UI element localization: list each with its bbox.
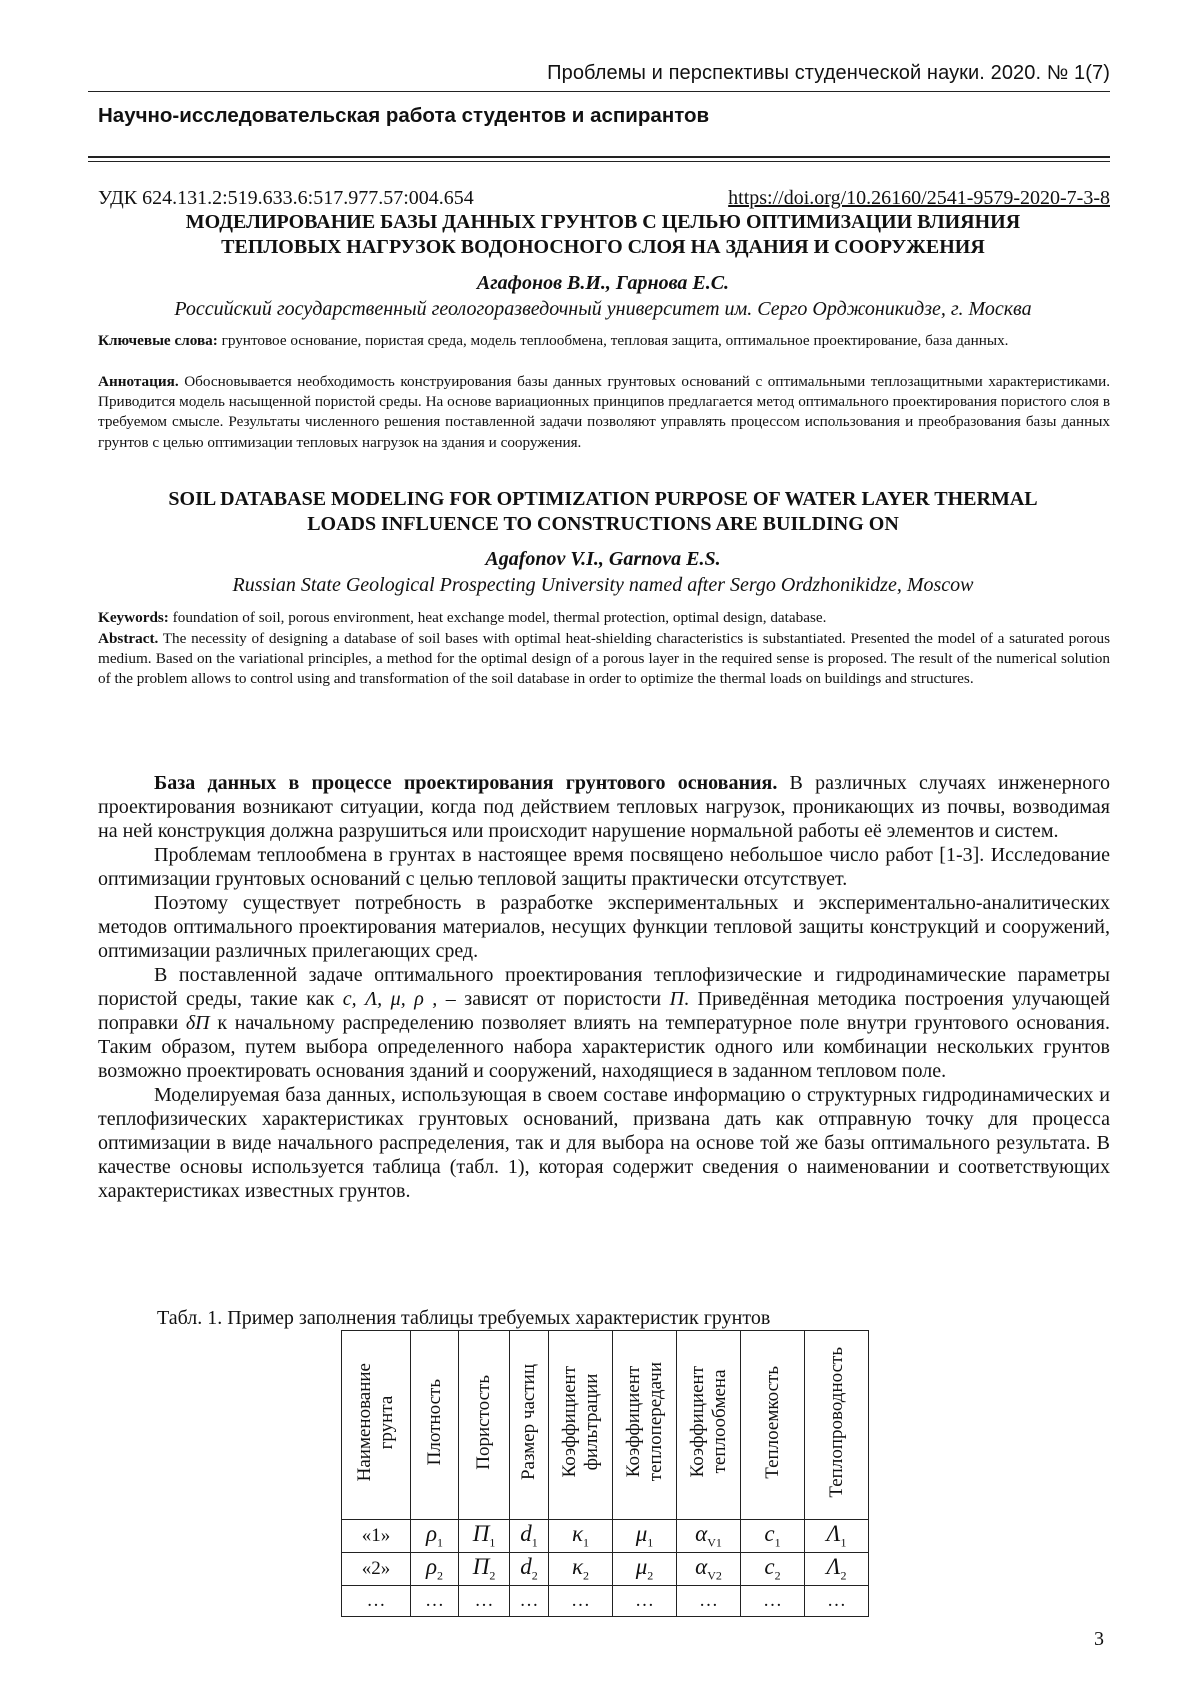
col-header-name-line1: Наименование xyxy=(354,1362,375,1482)
body-paragraph-2: Проблемам теплообмена в грунтах в настоящее время посвящено небольшое число работ [1-3]. Исследование оптимизации грунтовых оснований с целью тепловой защиты практически отсутствует. xyxy=(98,844,1110,890)
running-header-journal: Проблемы и перспективы студенческой науки. 2020. № 1(7) xyxy=(547,62,1110,84)
cell-symbol: κ xyxy=(571,1554,584,1580)
p4-part-c: . Приведённая методика построения улучающей поправки xyxy=(98,988,1110,1034)
table-cell-ellipsis: … xyxy=(677,1586,741,1617)
table-cell xyxy=(741,1553,805,1586)
cell-subscript: 2 xyxy=(583,1568,590,1583)
cell-symbol: κ xyxy=(571,1521,584,1547)
col-header-porosity xyxy=(459,1331,510,1520)
body-paragraph-1-text: В различных случаях инженерного проектирования возникают ситуации, когда под действием тепловых нагрузок, проникающих из почвы, возводимая на ней конструкция должна разрушиться или происходит нарушение нормальной работы её элементов и систем. xyxy=(98,772,1110,842)
cell-subscript: 2 xyxy=(531,1568,538,1583)
cell-subscript: 1 xyxy=(840,1535,847,1550)
cell-symbol: μ xyxy=(635,1554,648,1580)
keywords-en-text: foundation of soil, porous environment, heat exchange model, thermal protection, optimal design, database. xyxy=(168,609,827,626)
col-header-particle-size xyxy=(510,1331,549,1520)
p4-part-b: – зависят от пористости xyxy=(437,988,670,1010)
p4-delta-porosity-symbol: δΠ xyxy=(185,1012,210,1034)
col-header-filtration-line2: фильтрации xyxy=(580,1373,602,1471)
row-label: «1» xyxy=(342,1520,411,1553)
keywords-ru xyxy=(98,331,1110,351)
cell-symbol: Π xyxy=(472,1554,490,1580)
table-cell-ellipsis: … xyxy=(411,1586,459,1617)
col-header-heat-transfer-line1: Коэффициент xyxy=(622,1366,644,1478)
section-double-rule-thin xyxy=(88,161,1110,162)
abstract-en-text: The necessity of designing a database of soil bases with optimal heat-shielding characteristics is substantiated. Presented the model of a saturated porous medium. Based on the variational principles, a method for the optimal design of a porous layer in the required sense is proposed. The result of the numerical solution of the problem allows to control using and transformation of the soil database in order to optimize the thermal loads on buildings and structures. xyxy=(98,630,1110,688)
abstract-en xyxy=(98,629,1110,690)
cell-symbol: d xyxy=(520,1554,532,1580)
col-header-filtration xyxy=(549,1331,613,1520)
authors-ru: Агафонов В.И., Гарнова Е.С. xyxy=(476,272,730,294)
title-en-line2: LOADS INFLUENCE TO CONSTRUCTIONS ARE BUILDING ON xyxy=(307,513,899,535)
keywords-en-label: Keywords: xyxy=(98,609,169,626)
col-header-heat-capacity xyxy=(741,1331,805,1520)
cell-subscript: 1 xyxy=(774,1535,781,1550)
table-cell xyxy=(459,1520,510,1553)
table-cell xyxy=(805,1553,869,1586)
header-rule xyxy=(88,91,1110,92)
col-header-porosity-text: Пористость xyxy=(473,1374,494,1470)
col-header-heat-exchange-line2: теплообмена xyxy=(708,1370,730,1474)
col-header-name xyxy=(342,1331,411,1520)
title-ru-line1: МОДЕЛИРОВАНИЕ БАЗЫ ДАННЫХ ГРУНТОВ С ЦЕЛЬЮ ОПТИМИЗАЦИИ ВЛИЯНИЯ xyxy=(185,211,1021,233)
article-title-en xyxy=(98,487,1108,537)
col-header-density xyxy=(411,1331,459,1520)
table-cell-ellipsis: … xyxy=(342,1586,411,1617)
cell-subscript: 1 xyxy=(531,1535,538,1550)
keywords-en xyxy=(98,608,1110,628)
col-header-heat-exchange xyxy=(677,1331,741,1520)
cell-symbol: d xyxy=(520,1521,532,1547)
abstract-en-label: Abstract. xyxy=(98,630,159,647)
abstract-ru-label: Аннотация. xyxy=(98,373,179,390)
col-header-particle-size-text: Размер частиц xyxy=(518,1363,539,1480)
table-cell xyxy=(805,1520,869,1553)
table-cell-ellipsis: … xyxy=(741,1586,805,1617)
cell-symbol: Π xyxy=(472,1521,490,1547)
table-cell xyxy=(510,1553,549,1586)
cell-subscript: 1 xyxy=(583,1535,590,1550)
cell-subscript: 2 xyxy=(489,1568,496,1583)
col-header-filtration-line1: Коэффициент xyxy=(558,1366,580,1478)
col-header-heat-transfer-line2: теплопередачи xyxy=(644,1362,666,1482)
udk-code: УДК 624.131.2:519.633.6:517.977.57:004.654 xyxy=(98,187,474,209)
cell-subscript: 1 xyxy=(647,1535,654,1550)
cell-subscript: 2 xyxy=(840,1568,847,1583)
cell-symbol: α xyxy=(695,1521,708,1547)
doi-link[interactable]: https://doi.org/10.26160/2541-9579-2020-7-3-8 xyxy=(728,187,1110,209)
abstract-ru xyxy=(98,372,1110,453)
col-header-thermal-conductivity xyxy=(805,1331,869,1520)
p4-porosity-symbol: Π xyxy=(669,988,685,1010)
cell-subscript: 2 xyxy=(647,1568,654,1583)
table-row xyxy=(342,1520,869,1553)
cell-subscript: 1 xyxy=(437,1535,444,1550)
cell-subscript: 1 xyxy=(489,1535,496,1550)
soil-properties-table xyxy=(341,1330,869,1617)
p4-part-a: В поставленной задаче оптимального проектирования теплофизические и гидродинамические параметры пористой среды, такие как xyxy=(98,964,1110,1010)
cell-symbol: Λ xyxy=(826,1521,841,1547)
cell-subscript: 2 xyxy=(774,1568,781,1583)
cell-symbol: Λ xyxy=(826,1554,841,1580)
subsection-heading: База данных в процессе проектирования грунтового основания. xyxy=(154,772,778,794)
cell-symbol: α xyxy=(695,1554,708,1580)
affiliation-ru: Российский государственный геологоразведочный университет им. Серго Орджоникидзе, г. Москва xyxy=(174,298,1032,320)
table-cell xyxy=(411,1520,459,1553)
body-text xyxy=(98,771,1110,1203)
table-cell-ellipsis: … xyxy=(459,1586,510,1617)
cell-symbol: c xyxy=(764,1554,775,1580)
table-caption: Табл. 1. Пример заполнения таблицы требуемых характеристик грунтов xyxy=(157,1307,771,1329)
section-double-rule-thick xyxy=(88,156,1110,158)
body-paragraph-1 xyxy=(98,771,1110,843)
col-header-heat-capacity-text: Теплоемкость xyxy=(761,1365,783,1479)
table-row xyxy=(342,1553,869,1586)
table-cell xyxy=(677,1553,741,1586)
cell-symbol: μ xyxy=(635,1521,648,1547)
keywords-ru-text: грунтовое основание, пористая среда, модель теплообмена, тепловая защита, оптимальное проектирование, база данных. xyxy=(217,332,1009,349)
col-header-heat-exchange-line1: Коэффициент xyxy=(686,1366,708,1478)
table-row-ellipsis xyxy=(342,1586,869,1617)
authors-en: Agafonov V.I., Garnova E.S. xyxy=(485,548,721,570)
table-cell xyxy=(459,1553,510,1586)
cell-subscript: 2 xyxy=(437,1568,444,1583)
col-header-thermal-conductivity-text: Теплопроводность xyxy=(825,1346,847,1498)
col-header-heat-transfer xyxy=(613,1331,677,1520)
table-cell-ellipsis: … xyxy=(805,1586,869,1617)
cell-subscript: V1 xyxy=(707,1535,722,1550)
body-paragraph-5: Моделируемая база данных, использующая в своем составе информацию о структурных гидродинамических и теплофизических характеристиках грунтовых оснований, призвана дать как отправную точку для процесса оптимизации в виде начального распределения, так и для выбора на основе той же базы оптимального результата. В качестве основы используется таблица (табл. 1), которая содержит сведения о наименовании и соответствующих характеристиках известных грунтов. xyxy=(98,1084,1110,1202)
title-en-line1: SOIL DATABASE MODELING FOR OPTIMIZATION PURPOSE OF WATER LAYER THERMAL xyxy=(168,488,1038,510)
cell-subscript: V2 xyxy=(707,1568,722,1583)
body-paragraph-3: Поэтому существует потребность в разработке экспериментальных и экспериментально-аналитических методов оптимального проектирования материалов, несущих функции тепловой защиты конструкций и сооружений, оптимизации различных прилегающих сред. xyxy=(98,892,1110,962)
table-cell xyxy=(613,1520,677,1553)
p4-symbols: c, Λ, μ, ρ , xyxy=(342,988,438,1010)
abstract-ru-text: Обосновывается необходимость конструирования базы данных грунтовых оснований с оптимальными теплозащитными характеристиками. Приводится модель насыщенной пористой среды. На основе вариационных принципов предлагается метод оптимального проектирования пористого слоя в требуемом смысле. Результаты численного решения поставленной задачи позволяют управлять процессом использования и преобразования базы данных грунтов с целью оптимизации тепловых нагрузок на здания и сооружения. xyxy=(98,373,1110,451)
col-header-name-line2: грунта xyxy=(376,1395,397,1449)
keywords-ru-label: Ключевые слова: xyxy=(98,332,218,349)
table-cell xyxy=(677,1520,741,1553)
table-cell xyxy=(741,1520,805,1553)
table-cell xyxy=(510,1520,549,1553)
table-cell-ellipsis: … xyxy=(510,1586,549,1617)
affiliation-en: Russian State Geological Prospecting University named after Sergo Ordzhonikidze, Moscow xyxy=(232,574,974,596)
table-cell xyxy=(613,1553,677,1586)
p4-part-d: к начальному распределению позволяет влиять на температурное поле внутри грунтового основания. Таким образом, путем выбора определенного набора характеристик одного или комбинации нескольких грунтов возможно проектировать основания зданий и сооружений, находящиеся в заданном тепловом поле. xyxy=(98,1012,1110,1082)
cell-symbol: ρ xyxy=(425,1521,438,1547)
table-cell xyxy=(411,1553,459,1586)
table-header-row xyxy=(342,1331,869,1520)
page-number: 3 xyxy=(1094,1628,1104,1650)
running-header-section: Научно-исследовательская работа студентов и аспирантов xyxy=(98,104,710,127)
body-paragraph-4 xyxy=(98,963,1110,1083)
table-cell-ellipsis: … xyxy=(613,1586,677,1617)
title-ru-line2: ТЕПЛОВЫХ НАГРУЗОК ВОДОНОСНОГО СЛОЯ НА ЗДАНИЯ И СООРУЖЕНИЯ xyxy=(221,236,985,258)
row-label: «2» xyxy=(342,1553,411,1586)
cell-symbol: ρ xyxy=(425,1554,438,1580)
table-cell xyxy=(549,1520,613,1553)
table-cell xyxy=(549,1553,613,1586)
cell-symbol: c xyxy=(764,1521,775,1547)
article-title-ru xyxy=(98,210,1108,260)
col-header-density-text: Плотность xyxy=(423,1378,445,1466)
table-cell-ellipsis: … xyxy=(549,1586,613,1617)
